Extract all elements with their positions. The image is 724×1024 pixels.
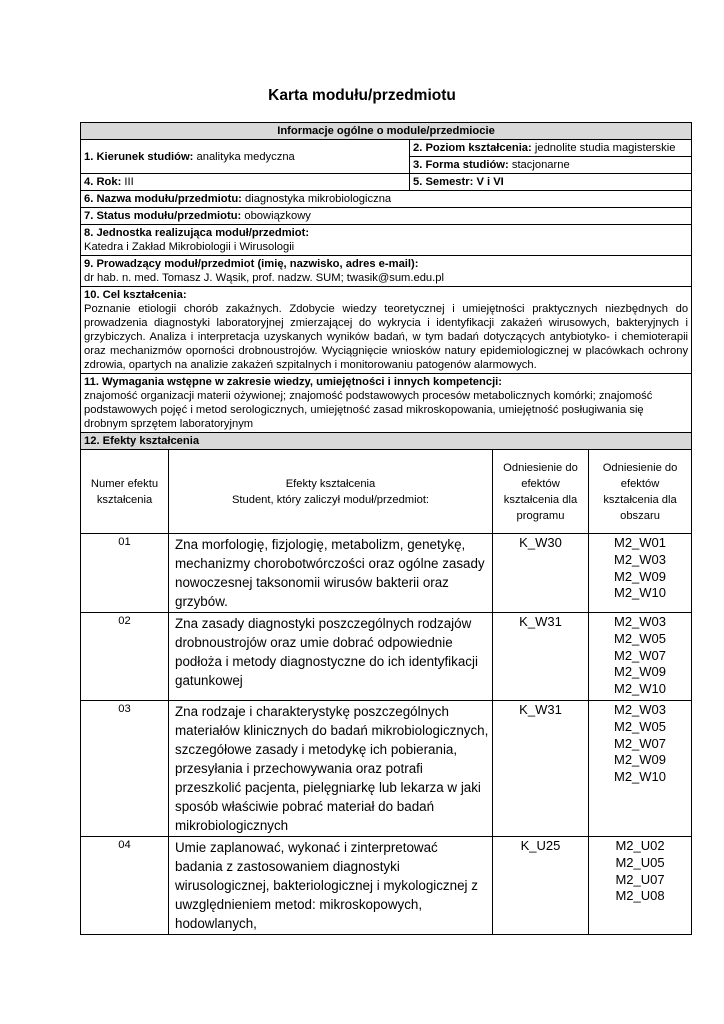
obszar-code: M2_W03 bbox=[614, 551, 667, 567]
prowadzacy-cell bbox=[81, 256, 692, 287]
outcome-num: 02 bbox=[81, 613, 169, 701]
rok-cell bbox=[81, 174, 410, 191]
semestr-label: 5. Semestr: bbox=[413, 176, 474, 188]
obszar-code: M2_W09 bbox=[614, 752, 667, 768]
obszar-code: M2_W10 bbox=[614, 681, 667, 697]
forma-cell bbox=[410, 157, 692, 174]
kierunek-cell bbox=[81, 140, 410, 174]
nazwa-label: 6. Nazwa modułu/przedmiotu: bbox=[84, 193, 242, 205]
row-efekty-label bbox=[81, 433, 692, 450]
obszar-code: M2_W09 bbox=[614, 568, 667, 584]
header-numer: Numer efektu kształcenia bbox=[81, 450, 169, 534]
obszar-code: M2_W03 bbox=[614, 702, 667, 717]
obszar-code: M2_W05 bbox=[614, 718, 667, 734]
forma-label: 3. Forma studiów: bbox=[413, 159, 509, 171]
status-cell bbox=[81, 208, 692, 225]
outcome-row bbox=[81, 837, 692, 935]
page-title: Karta modułu/przedmiotu bbox=[268, 87, 456, 104]
obszar-code: M2_U05 bbox=[615, 854, 665, 870]
nazwa-cell bbox=[81, 191, 692, 208]
obszar-code: M2_W10 bbox=[614, 585, 667, 601]
header-efekty-line1: Efekty kształcenia bbox=[285, 477, 376, 490]
obszar-code: M2_W05 bbox=[614, 630, 667, 646]
outcome-text: Zna rodzaje i charakterystykę poszczególnych materiałów klinicznych do badań mikrobiologicznych, szczegółowe zasady i metodykę ich pobierania, przesyłania i przechowywania oraz potrafi przeszkolić pacjenta, pielęgniarkę lub lekarza w jaki sposób właściwie pobrać materiał do badań mikrobiologicznych bbox=[169, 701, 493, 837]
obszar-code: M2_W07 bbox=[614, 735, 667, 751]
outcome-program: K_W31 bbox=[493, 613, 589, 701]
row-wymagania bbox=[81, 374, 692, 433]
jednostka-value: Katedra i Zakład Mikrobiologii i Wirusologii bbox=[84, 241, 295, 253]
general-info-header: Informacje ogólne o module/przedmiocie bbox=[81, 123, 692, 140]
obszar-code: M2_W07 bbox=[614, 647, 667, 663]
obszar-code: M2_W03 bbox=[614, 614, 667, 629]
outcome-row bbox=[81, 534, 692, 613]
prowadzacy-label: 9. Prowadzący moduł/przedmiot (imię, nazwisko, adres e-mail): bbox=[84, 258, 419, 270]
obszar-code: M2_W09 bbox=[614, 664, 667, 680]
cel-value: Poznanie etiologii chorób zakaźnych. Zdobycie wiedzy teoretycznej i umiejętności praktycznych niezbędnych do prowadzenia diagnostyki laboratoryjnej zmierzającej do wykrycia i identyfikacji zakażeń wirusowych, bakteryjnych i grzybiczych. Analiza i interpretacja uzyskanych wyników badań, w tym badań dotyczących antybiotyko- i chemioterapii oraz mechanizmów oporności drobnoustrojów. Wyciągnięcie wniosków natury epidemiologicznej w placówkach ochrony zdrowia, opartych na analizie zakażeń szpitalnych i monitorowaniu patogenów alarmowych. bbox=[84, 303, 689, 371]
outcome-row bbox=[81, 613, 692, 701]
header-program: Odniesienie do efektów kształcenia dla programu bbox=[493, 450, 589, 534]
obszar-code: M2_W10 bbox=[614, 769, 667, 785]
semestr-value: V i VI bbox=[476, 176, 504, 188]
efekty-label: 12. Efekty kształcenia bbox=[81, 433, 692, 450]
outcomes-header-row bbox=[81, 450, 692, 534]
cel-cell bbox=[81, 287, 692, 374]
row-cel bbox=[81, 287, 692, 374]
general-info-header-row bbox=[81, 123, 692, 140]
status-label: 7. Status modułu/przedmiotu: bbox=[84, 210, 242, 222]
poziom-cell bbox=[410, 140, 692, 157]
wymagania-label: 11. Wymagania wstępne w zakresie wiedzy, umiejętności i innych kompetencji: bbox=[84, 376, 503, 388]
outcome-obszar bbox=[589, 701, 692, 837]
status-value: obowiązkowy bbox=[244, 210, 311, 222]
row-nazwa bbox=[81, 191, 692, 208]
module-card-table bbox=[80, 122, 692, 935]
outcome-program: K_W31 bbox=[493, 701, 589, 837]
outcome-text: Zna morfologię, fizjologię, metabolizm, genetykę, mechanizmy chorobotwórczości oraz ogólne zasady nowoczesnej taksonomii wirusów bakterii oraz grzybów. bbox=[169, 534, 493, 613]
outcome-obszar bbox=[589, 837, 692, 935]
outcome-num: 03 bbox=[81, 701, 169, 837]
obszar-code: M2_U08 bbox=[615, 888, 665, 904]
outcome-row bbox=[81, 701, 692, 837]
outcome-obszar bbox=[589, 613, 692, 701]
kierunek-value: analityka medyczna bbox=[196, 150, 295, 163]
cel-label: 10. Cel kształcenia: bbox=[84, 289, 187, 301]
prowadzacy-value: dr hab. n. med. Tomasz J. Wąsik, prof. nadzw. SUM; twasik@sum.edu.pl bbox=[84, 272, 444, 284]
poziom-label: 2. Poziom kształcenia: bbox=[413, 142, 532, 154]
header-efekty-line2: Student, który zaliczył moduł/przedmiot: bbox=[231, 493, 430, 506]
row-status bbox=[81, 208, 692, 225]
outcome-text: Umie zaplanować, wykonać i zinterpretować badania z zastosowaniem diagnostyki wirusologicznej, bakteriologicznej i mykologicznej z uwzględnieniem metod: mikroskopowych, hodowlanych, bbox=[169, 837, 493, 935]
jednostka-cell bbox=[81, 225, 692, 256]
outcome-program: K_W30 bbox=[493, 534, 589, 613]
outcome-num: 04 bbox=[81, 837, 169, 935]
nazwa-value: diagnostyka mikrobiologiczna bbox=[245, 193, 392, 205]
outcome-num: 01 bbox=[81, 534, 169, 613]
header-efekty bbox=[169, 450, 493, 534]
wymagania-cell bbox=[81, 374, 692, 433]
forma-value: stacjonarne bbox=[511, 159, 570, 171]
row-rok bbox=[81, 174, 692, 191]
semestr-cell bbox=[410, 174, 692, 191]
row-jednostka bbox=[81, 225, 692, 256]
jednostka-label: 8. Jednostka realizująca moduł/przedmiot: bbox=[84, 227, 310, 239]
header-obszar: Odniesienie do efektów kształcenia dla obszaru bbox=[589, 450, 692, 534]
wymagania-value: znajomość organizacji materii ożywionej; znajomość podstawowych procesów metabolicznych komórki; znajomość podstawowych pojęć i metod serologicznych, umiejętność zasad mikroskopowania, umiejętność posługiwania się drobnym sprzętem laboratoryjnym bbox=[84, 390, 653, 430]
outcome-program: K_U25 bbox=[493, 837, 589, 935]
outcome-text: Zna zasady diagnostyki poszczególnych rodzajów drobnoustrojów oraz umie dobrać odpowiednie podłoża i metody diagnostyczne do ich identyfikacji gatunkowej bbox=[169, 613, 493, 701]
kierunek-label: 1. Kierunek studiów: bbox=[84, 150, 194, 163]
obszar-code: M2_U07 bbox=[615, 871, 665, 887]
obszar-code: M2_U02 bbox=[615, 838, 665, 853]
rok-label: 4. Rok: bbox=[84, 176, 122, 188]
row-kierunek bbox=[81, 140, 692, 157]
row-prowadzacy bbox=[81, 256, 692, 287]
poziom-value: jednolite studia magisterskie bbox=[534, 142, 676, 154]
obszar-code: M2_W01 bbox=[614, 535, 667, 550]
outcome-obszar bbox=[589, 534, 692, 613]
rok-value: III bbox=[124, 176, 134, 188]
